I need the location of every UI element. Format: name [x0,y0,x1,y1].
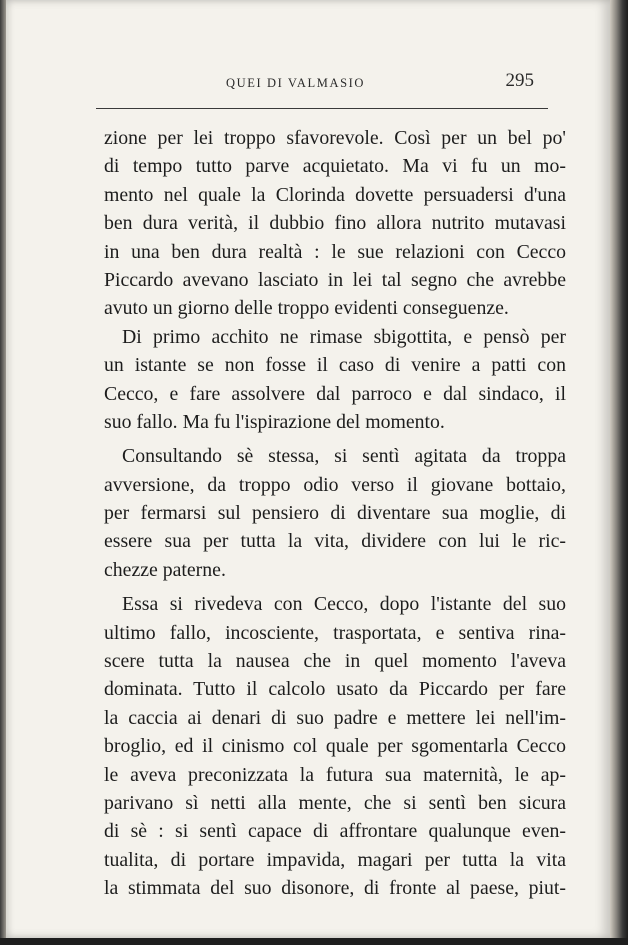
text-line: in una ben dura realtà : le sue relazioni con Cecco [104,240,566,263]
body-text [104,124,566,903]
text-line: per fermarsi sul pensiero di diventare sua moglie, di [104,502,566,525]
text-line: Cecco, e fare assolvere dal parroco e dal sindaco, il [104,382,566,405]
header-rule [96,108,548,109]
running-title: QUEI DI VALMASIO [226,76,366,90]
text-line: di sè : si sentì capace di affrontare qualunque even- [104,820,566,843]
text-line: zione per lei troppo sfavorevole. Così per un bel po' [104,127,566,149]
text-line: la stimmata del suo disonore, di fronte al paese, piut- [104,877,566,900]
scan-bottom-border [0,938,628,945]
text-line: suo fallo. Ma fu l'ispirazione del momento. [104,410,445,433]
text-line: avuto un giorno delle troppo evidenti conseguenze. [104,297,509,320]
book-fore-edge [610,0,628,945]
text-line: mento nel quale la Clorinda dovette persuadersi d'una [104,183,566,206]
text-line: broglio, ed il cinismo col quale per sgomentarla Cecco [104,735,566,758]
text-line: Piccardo avevano lasciato in lei tal segno che avrebbe [104,268,566,291]
text-line: Essa si rivedeva con Cecco, dopo l'istante del suo [122,593,566,616]
text-line: dominata. Tutto il calcolo usato da Piccardo per fare [104,678,566,701]
text-line: la caccia ai denari di suo padre e mettere lei nell'im- [104,706,566,729]
page-number: 295 [505,70,534,91]
text-line: Consultando sè stessa, si sentì agitata da troppa [122,445,566,468]
running-head [96,70,548,100]
text-line: essere sua per tutta la vita, dividere con lui le ric- [104,530,566,553]
text-line: le aveva preconizzata la futura sua maternità, le ap- [104,763,566,786]
text-line: chezze paterne. [104,558,226,581]
text-line: ben dura verità, il dubbio fino allora nutrito mutavasi [104,212,566,235]
book-page [6,0,610,938]
text-line: tualita, di portare impavida, magari per tutta la vita [104,848,566,871]
text-line: Di primo acchito ne rimase sbigottita, e pensò per [122,325,566,348]
text-line: di tempo tutto parve acquietato. Ma vi fu un mo- [104,155,566,178]
text-line: ultimo fallo, incosciente, trasportata, e sentiva rina- [104,621,566,644]
text-line: avversione, da troppo odio verso il giovane bottaio, [104,473,566,496]
text-line: scere tutta la nausea che in quel momento l'aveva [104,650,566,673]
text-line: un istante se non fosse il caso di venire a patti con [104,354,566,377]
text-line: parivano sì netti alla mente, che si sentì ben sicura [104,791,566,814]
